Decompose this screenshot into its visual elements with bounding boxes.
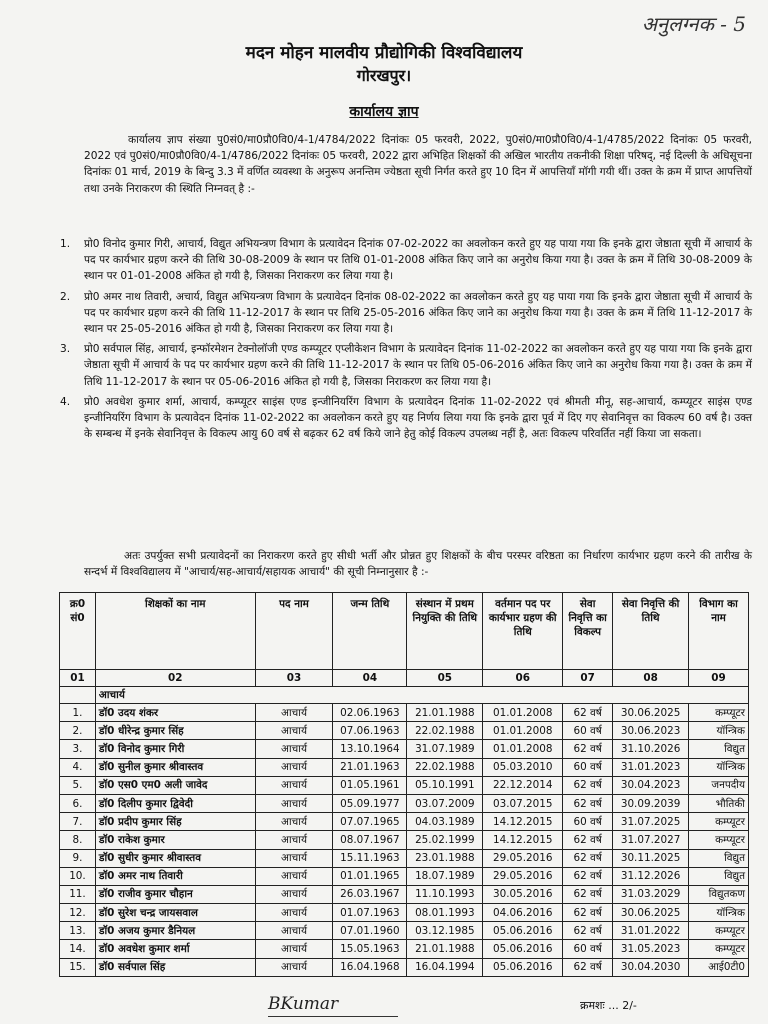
cell-retirement-date: 31.07.2027 xyxy=(613,831,689,849)
cell-teacher-name: डॉ0 एस0 एम0 अली जावेद xyxy=(95,776,255,794)
cell-post: आचार्य xyxy=(255,849,333,867)
cell-serial: 12. xyxy=(60,904,96,922)
col-num: 05 xyxy=(407,670,483,687)
cell-current-joining: 03.07.2015 xyxy=(483,794,563,812)
university-name: मदन मोहन मालवीय प्रौद्योगिकी विश्वविद्यालय xyxy=(245,43,523,63)
cell-current-joining: 29.05.2016 xyxy=(483,867,563,885)
cell-teacher-name: डॉ0 अमर नाथ तिवारी xyxy=(95,867,255,885)
table-row xyxy=(60,940,749,958)
cell-retirement-date: 30.06.2025 xyxy=(613,904,689,922)
cell-teacher-name: डॉ0 राकेश कुमार xyxy=(95,831,255,849)
cell-retirement-option: 62 वर्ष xyxy=(563,704,613,722)
cell-dob: 01.01.1965 xyxy=(333,867,407,885)
cell-department: कम्प्यूटर xyxy=(689,940,749,958)
cell-teacher-name: डॉ0 सुरेश चन्द्र जायसवाल xyxy=(95,904,255,922)
cell-department: कम्प्यूटर xyxy=(689,813,749,831)
cell-department: कम्प्यूटर xyxy=(689,922,749,940)
cell-retirement-date: 30.09.2039 xyxy=(613,794,689,812)
cell-post: आचार्य xyxy=(255,794,333,812)
cell-retirement-option: 62 वर्ष xyxy=(563,958,613,976)
table-row xyxy=(60,813,749,831)
header-retirement-option: सेवा निवृत्ति का विकल्प xyxy=(563,593,613,670)
cell-retirement-option: 62 वर्ष xyxy=(563,740,613,758)
table-row xyxy=(60,849,749,867)
cell-teacher-name: डॉ0 उदय शंकर xyxy=(95,704,255,722)
cell-first-appointment: 05.10.1991 xyxy=(407,776,483,794)
cell-department: विद्युत xyxy=(689,867,749,885)
cell-first-appointment: 21.01.1988 xyxy=(407,940,483,958)
cell-retirement-option: 62 वर्ष xyxy=(563,849,613,867)
cell-first-appointment: 18.07.1989 xyxy=(407,867,483,885)
cell-current-joining: 01.01.2008 xyxy=(483,722,563,740)
cell-dob: 26.03.1967 xyxy=(333,885,407,903)
item-number: 3. xyxy=(60,343,71,356)
cell-retirement-date: 31.07.2025 xyxy=(613,813,689,831)
cell-serial: 9. xyxy=(60,849,96,867)
cell-retirement-option: 60 वर्ष xyxy=(563,722,613,740)
cell-dob: 07.06.1963 xyxy=(333,722,407,740)
item-text: प्रो0 सर्वपाल सिंह, आचार्य, इन्फॉरमेशन टेक्नोलॉजी एण्ड कम्प्यूटर एप्लीकेशन विभाग के प्रत्यावेदन दिनांक 11-02-2022 का अवलोकन करते हुए यह पाया गया कि इनके द्वारा जेष्ठाता सूची में आचार्य के पद पर कार्यभार ग्रहण करने की तिथि 11-12-2017 के स्थान पर तिथि 05-06-2016 अंकित किए जाने का अनुरोध किया गया है। उक्त के क्रम में तिथि 11-12-2017 के स्थान पर 05-06-2016 अंकित हो गयी है, जिसका निराकरण कर लिया गया है। xyxy=(84,343,752,388)
objection-list xyxy=(60,236,752,446)
cell-post: आचार्य xyxy=(255,922,333,940)
cell-serial: 4. xyxy=(60,758,96,776)
group-label: आचार्य xyxy=(95,687,748,704)
cell-first-appointment: 22.02.1988 xyxy=(407,722,483,740)
cell-first-appointment: 31.07.1989 xyxy=(407,740,483,758)
cell-retirement-date: 30.11.2025 xyxy=(613,849,689,867)
cell-teacher-name: डॉ0 विनोद कुमार गिरी xyxy=(95,740,255,758)
column-number-row xyxy=(60,670,749,687)
cell-post: आचार्य xyxy=(255,831,333,849)
cell-department: जनपदीय xyxy=(689,776,749,794)
cell-post: आचार्य xyxy=(255,885,333,903)
cell-department: कम्प्यूटर xyxy=(689,831,749,849)
cell-teacher-name: डॉ0 प्रदीप कुमार सिंह xyxy=(95,813,255,831)
seniority-table xyxy=(59,592,749,977)
table-row xyxy=(60,922,749,940)
cell-serial: 11. xyxy=(60,885,96,903)
signature: BKumar xyxy=(268,994,339,1014)
col-num: 01 xyxy=(60,670,96,687)
header-retirement-date: सेवा निवृत्ति की तिथि xyxy=(613,593,689,670)
cell-teacher-name: डॉ0 दिलीप कुमार द्विवेदी xyxy=(95,794,255,812)
cell-teacher-name: डॉ0 अजय कुमार डैनियल xyxy=(95,922,255,940)
cell-dob: 15.05.1963 xyxy=(333,940,407,958)
header-post: पद नाम xyxy=(255,593,333,670)
cell-retirement-date: 31.01.2023 xyxy=(613,758,689,776)
memo-title: कार्यालय ज्ञाप xyxy=(349,104,419,120)
cell-serial: 1. xyxy=(60,704,96,722)
cell-serial: 2. xyxy=(60,722,96,740)
cell-first-appointment: 23.01.1988 xyxy=(407,849,483,867)
cell-retirement-date: 30.06.2025 xyxy=(613,704,689,722)
cell-serial: 10. xyxy=(60,867,96,885)
cell-current-joining: 01.01.2008 xyxy=(483,740,563,758)
cell-current-joining: 14.12.2015 xyxy=(483,831,563,849)
cell-dob: 02.06.1963 xyxy=(333,704,407,722)
cell-teacher-name: डॉ0 अवधेश कुमार शर्मा xyxy=(95,940,255,958)
cell-first-appointment: 22.02.1988 xyxy=(407,758,483,776)
cell-department: विद्युत xyxy=(689,740,749,758)
group-cell-empty xyxy=(60,687,96,704)
table-row xyxy=(60,885,749,903)
cell-retirement-date: 31.03.2029 xyxy=(613,885,689,903)
table-header-row xyxy=(60,593,749,670)
table-row xyxy=(60,704,749,722)
col-num: 06 xyxy=(483,670,563,687)
cell-retirement-option: 62 वर्ष xyxy=(563,922,613,940)
intro-paragraph: कार्यालय ज्ञाप संख्या पु0सं0/मा0प्रौ0वि0/4-1/4784/2022 दिनांकः 05 फरवरी, 2022, पु0सं0/मा0प्रौ0वि0/4-1/4785/2022 दिनांकः 05 फरवरी, 2022 एवं पु0सं0/मा0प्रौ0वि0/4-1/4786/2022 दिनांकः 05 फरवरी, 2022 द्वारा अभिहित शिक्षकों की अखिल भारतीय तकनीकी शिक्षा परिषद्, नई दिल्ली के अधिसूचना दिनांकः 01 मार्च, 2019 के बिन्दु 3.3 में वर्णित व्यवस्था के अनुरूप अनन्तिम ज्येष्ठता सूची निर्गत करते हुए 10 दिन में आपत्तियाँ मॉगी गयी थीं। उक्त के क्रम में प्राप्त आपत्तियों तथा उनके निराकरण की स्थिति निम्नवत् है :- xyxy=(84,134,752,195)
cell-serial: 8. xyxy=(60,831,96,849)
cell-serial: 15. xyxy=(60,958,96,976)
table-row xyxy=(60,794,749,812)
cell-teacher-name: डॉ0 सुधीर कुमार श्रीवास्तव xyxy=(95,849,255,867)
col-num: 07 xyxy=(563,670,613,687)
cell-post: आचार्य xyxy=(255,940,333,958)
cell-retirement-date: 30.04.2023 xyxy=(613,776,689,794)
cell-teacher-name: डॉ0 राजीव कुमार चौहान xyxy=(95,885,255,903)
cell-teacher-name: डॉ0 सर्वपाल सिंह xyxy=(95,958,255,976)
cell-retirement-option: 62 वर्ष xyxy=(563,776,613,794)
table-row xyxy=(60,758,749,776)
cell-retirement-date: 30.04.2030 xyxy=(613,958,689,976)
cell-department: आई0टी0 xyxy=(689,958,749,976)
cell-post: आचार्य xyxy=(255,867,333,885)
cell-retirement-date: 31.01.2022 xyxy=(613,922,689,940)
col-num: 03 xyxy=(255,670,333,687)
objection-item xyxy=(60,236,752,285)
cell-post: आचार्य xyxy=(255,704,333,722)
cell-first-appointment: 16.04.1994 xyxy=(407,958,483,976)
table-row xyxy=(60,740,749,758)
col-num: 04 xyxy=(333,670,407,687)
cell-department: विद्युत xyxy=(689,849,749,867)
cell-first-appointment: 04.03.1989 xyxy=(407,813,483,831)
table-row xyxy=(60,776,749,794)
university-city: गोरखपुर। xyxy=(356,66,412,85)
item-number: 1. xyxy=(60,238,71,250)
cell-serial: 6. xyxy=(60,794,96,812)
cell-retirement-option: 60 वर्ष xyxy=(563,813,613,831)
objection-item xyxy=(60,394,752,443)
cell-retirement-option: 60 वर्ष xyxy=(563,940,613,958)
item-number: 2. xyxy=(60,290,71,303)
cell-dob: 07.01.1960 xyxy=(333,922,407,940)
table-row xyxy=(60,958,749,976)
cell-current-joining: 01.01.2008 xyxy=(483,704,563,722)
table-row xyxy=(60,867,749,885)
continuation-note: क्रमशः ... 2/- xyxy=(580,999,637,1012)
cell-post: आचार्य xyxy=(255,758,333,776)
conclusion-paragraph: अतः उपर्युक्त सभी प्रत्यावेदनों का निराकरण करते हुए सीधी भर्ती और प्रोन्नत हुए शिक्षकों के बीच परस्पर वरिष्ठता का निर्धारण कार्यभार ग्रहण करने की तारीख के सन्दर्भ में विश्वविद्यालय में "आचार्य/सह-आचार्य/सहायक आचार्य" की सूची निम्नानुसार है :- xyxy=(84,550,752,579)
cell-department: यॉन्त्रिक xyxy=(689,904,749,922)
cell-current-joining: 04.06.2016 xyxy=(483,904,563,922)
cell-current-joining: 05.06.2016 xyxy=(483,922,563,940)
cell-retirement-date: 31.05.2023 xyxy=(613,940,689,958)
item-text: प्रो0 अवधेश कुमार शर्मा, आचार्य, कम्प्यूटर साइंस एण्ड इन्जीनियरिंग विभाग के प्रत्यावेदन दिनांक 11-02-2022 एवं श्रीमती मीनू, सह-आचार्य, कम्प्यूटर साइंस एण्ड इन्जीनियरिंग विभाग के प्रत्यावेदन दिनांक 11-02-2022 का अवलोकन करते हुए यह निर्णय लिया गया कि इनके द्वारा पूर्व में दिए गए सेवानिवृत्त का विकल्प 60 वर्ष है। उक्त के सम्बन्ध में इनके सेवानिवृत्त के विकल्प आयु 60 वर्ष से बढ़कर 62 वर्ष किये जाने हेतु कोई विकल्प उपलब्ध नहीं है, अतः विकल्प परिवर्तित नहीं किया जा सकता। xyxy=(84,395,752,441)
objection-item xyxy=(60,289,752,338)
cell-first-appointment: 03.12.1985 xyxy=(407,922,483,940)
cell-post: आचार्य xyxy=(255,958,333,976)
cell-retirement-option: 62 वर्ष xyxy=(563,885,613,903)
cell-first-appointment: 21.01.1988 xyxy=(407,704,483,722)
cell-retirement-option: 62 वर्ष xyxy=(563,867,613,885)
cell-first-appointment: 03.07.2009 xyxy=(407,794,483,812)
cell-current-joining: 14.12.2015 xyxy=(483,813,563,831)
cell-dob: 08.07.1967 xyxy=(333,831,407,849)
col-num: 02 xyxy=(95,670,255,687)
cell-dob: 15.11.1963 xyxy=(333,849,407,867)
cell-dob: 13.10.1964 xyxy=(333,740,407,758)
cell-current-joining: 05.06.2016 xyxy=(483,940,563,958)
table-row xyxy=(60,904,749,922)
header-name: शिक्षकों का नाम xyxy=(95,593,255,670)
cell-retirement-date: 31.12.2026 xyxy=(613,867,689,885)
table-row xyxy=(60,831,749,849)
cell-first-appointment: 08.01.1993 xyxy=(407,904,483,922)
cell-dob: 05.09.1977 xyxy=(333,794,407,812)
cell-dob: 01.05.1961 xyxy=(333,776,407,794)
cell-dob: 01.07.1963 xyxy=(333,904,407,922)
cell-retirement-option: 62 वर्ष xyxy=(563,794,613,812)
col-num: 08 xyxy=(613,670,689,687)
cell-serial: 14. xyxy=(60,940,96,958)
cell-department: यॉन्त्रिक xyxy=(689,758,749,776)
cell-serial: 5. xyxy=(60,776,96,794)
cell-post: आचार्य xyxy=(255,722,333,740)
header-department: विभाग का नाम xyxy=(689,593,749,670)
cell-dob: 07.07.1965 xyxy=(333,813,407,831)
cell-serial: 7. xyxy=(60,813,96,831)
cell-retirement-date: 31.10.2026 xyxy=(613,740,689,758)
cell-current-joining: 29.05.2016 xyxy=(483,849,563,867)
header-dob: जन्म तिथि xyxy=(333,593,407,670)
cell-retirement-date: 30.06.2023 xyxy=(613,722,689,740)
cell-serial: 13. xyxy=(60,922,96,940)
cell-teacher-name: डॉ0 सुनील कुमार श्रीवास्तव xyxy=(95,758,255,776)
cell-post: आचार्य xyxy=(255,776,333,794)
cell-current-joining: 05.06.2016 xyxy=(483,958,563,976)
cell-post: आचार्य xyxy=(255,740,333,758)
group-row xyxy=(60,687,749,704)
cell-retirement-option: 62 वर्ष xyxy=(563,904,613,922)
cell-current-joining: 22.12.2014 xyxy=(483,776,563,794)
item-text: प्रो0 अमर नाथ तिवारी, अचार्य, विद्युत अभियन्त्रण विभाग के प्रत्यावेदन दिनांक 08-02-2022 का अवलोकन करते हुए यह पाया गया कि इनके द्वारा जेष्ठाता सूची में आचार्य के पद पर कार्यभार ग्रहण करने की तिथि 11-12-2017 के स्थान पर तिथि 25-05-2016 अंकित किए जाने का अनुरोध किया गया है। उक्त के क्रम में तिथि 11-12-2017 के स्थान पर 25-05-2016 अंकित हो गयी है, जिसका निराकरण कर लिया गया है। xyxy=(84,290,752,336)
cell-department: भौतिकी xyxy=(689,794,749,812)
table-row xyxy=(60,722,749,740)
cell-post: आचार्य xyxy=(255,904,333,922)
cell-dob: 16.04.1968 xyxy=(333,958,407,976)
cell-current-joining: 05.03.2010 xyxy=(483,758,563,776)
objection-item xyxy=(60,341,752,390)
cell-retirement-option: 62 वर्ष xyxy=(563,831,613,849)
cell-department: यॉन्त्रिक xyxy=(689,722,749,740)
cell-dob: 21.01.1963 xyxy=(333,758,407,776)
item-number: 4. xyxy=(60,395,71,408)
col-num: 09 xyxy=(689,670,749,687)
cell-current-joining: 30.05.2016 xyxy=(483,885,563,903)
header-serial: क्र0 सं0 xyxy=(60,593,96,670)
cell-first-appointment: 11.10.1993 xyxy=(407,885,483,903)
cell-department: कम्प्यूटर xyxy=(689,704,749,722)
cell-teacher-name: डॉ0 धीरेन्द्र कुमार सिंह xyxy=(95,722,255,740)
header-current-joining: वर्तमान पद पर कार्यभार ग्रहण की तिथि xyxy=(483,593,563,670)
signature-line xyxy=(268,1016,398,1017)
cell-department: विद्युतकण xyxy=(689,885,749,903)
annexure-label: अनुलग्नक - 5 xyxy=(641,12,746,36)
item-text: प्रो0 विनोद कुमार गिरी, आचार्य, विद्युत अभियन्त्रण विभाग के प्रत्यावेदन दिनांक 07-02-2022 का अवलोकन करते हुए यह पाया गया कि इनके द्वारा जेष्ठाता सूची में आचार्य के पद पर कार्यभार ग्रहण करने की तिथि 30-08-2009 के स्थान पर तिथि 01-01-2008 अंकित किए जाने का अनुरोध किया गया है। उक्त के क्रम में तिथि 30-08-2009 के स्थान पर 01-01-2008 अंकित हो गयी है, जिसका निराकरण कर लिया गया है। xyxy=(84,238,752,283)
cell-first-appointment: 25.02.1999 xyxy=(407,831,483,849)
cell-retirement-option: 60 वर्ष xyxy=(563,758,613,776)
cell-post: आचार्य xyxy=(255,813,333,831)
header-first-appointment: संस्थान में प्रथम नियुक्ति की तिथि xyxy=(407,593,483,670)
cell-serial: 3. xyxy=(60,740,96,758)
